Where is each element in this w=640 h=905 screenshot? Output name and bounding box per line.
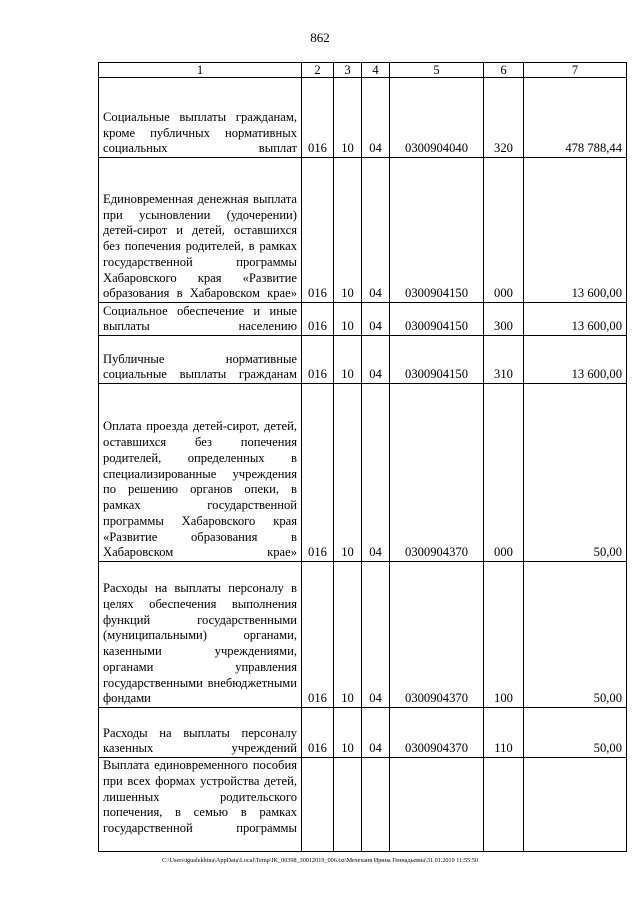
section-code: 10 xyxy=(334,562,362,708)
item-name: Расходы на выплаты персоналу в целях обеспечения выполнения функций государственными (муниципальными) органами, казенными учреждениями, органами управления государственными внебюджетными фондами xyxy=(99,562,302,708)
item-name: Публичные нормативные социальные выплаты гражданам xyxy=(99,336,302,384)
target-article-code: 0300904150 xyxy=(390,158,484,303)
subsection-code: 04 xyxy=(362,336,390,384)
section-code: 10 xyxy=(334,708,362,758)
expense-type-code: 110 xyxy=(484,708,524,758)
table-row xyxy=(99,78,627,158)
table-header-row xyxy=(99,63,627,78)
ministry-code xyxy=(302,758,334,852)
section-code: 10 xyxy=(334,158,362,303)
header-cell: 3 xyxy=(334,63,362,78)
table-row xyxy=(99,158,627,303)
target-article-code xyxy=(390,758,484,852)
page-number: 862 xyxy=(310,30,330,45)
expense-type-code: 100 xyxy=(484,562,524,708)
item-name: Социальные выплаты гражданам, кроме публичных нормативных социальных выплат xyxy=(99,78,302,158)
header-cell: 4 xyxy=(362,63,390,78)
table-row xyxy=(99,384,627,562)
header-cell: 5 xyxy=(390,63,484,78)
footer-file-path: C:\Users\igualekhina\AppData\Local\Temp\IK_00398_30012019_006.txt\Мехеханя Ирина Геннадьевна\31.01.2019 11:55:50 xyxy=(161,857,479,864)
subsection-code: 04 xyxy=(362,708,390,758)
subsection-code: 04 xyxy=(362,303,390,336)
ministry-code: 016 xyxy=(302,708,334,758)
header-cell: 7 xyxy=(524,63,627,78)
expense-type-code: 310 xyxy=(484,336,524,384)
section-code: 10 xyxy=(334,303,362,336)
item-name: Оплата проезда детей-сирот, детей, оставшихся без попечения родителей, определенных в специализированные учреждения по решению органов опеки, в рамках государственной программы Хабаровского края «Развитие образования в Хабаровском крае» xyxy=(99,384,302,562)
target-article-code: 0300904370 xyxy=(390,562,484,708)
amount xyxy=(524,758,627,852)
item-name: Единовременная денежная выплата при усыновлении (удочерении) детей-сирот и детей, оставшихся без попечения родителей, в рамках государственной программы Хабаровского края «Развитие образования в Хабаровском крае» xyxy=(99,158,302,303)
ministry-code: 016 xyxy=(302,336,334,384)
item-name: Выплата единовременного пособия при всех формах устройства детей, лишенных родительского попечения, в семью в рамках государственной программы xyxy=(99,758,302,852)
subsection-code xyxy=(362,758,390,852)
amount: 50,00 xyxy=(524,384,627,562)
budget-table xyxy=(98,62,627,852)
target-article-code: 0300904040 xyxy=(390,78,484,158)
target-article-code: 0300904150 xyxy=(390,336,484,384)
expense-type-code: 300 xyxy=(484,303,524,336)
ministry-code: 016 xyxy=(302,562,334,708)
amount: 50,00 xyxy=(524,708,627,758)
subsection-code: 04 xyxy=(362,158,390,303)
expense-type-code: 320 xyxy=(484,78,524,158)
target-article-code: 0300904150 xyxy=(390,303,484,336)
section-code xyxy=(334,758,362,852)
ministry-code: 016 xyxy=(302,303,334,336)
amount: 50,00 xyxy=(524,562,627,708)
item-name: Социальное обеспечение и иные выплаты населению xyxy=(99,303,302,336)
subsection-code: 04 xyxy=(362,384,390,562)
amount: 13 600,00 xyxy=(524,303,627,336)
ministry-code: 016 xyxy=(302,78,334,158)
item-name: Расходы на выплаты персоналу казенных учреждений xyxy=(99,708,302,758)
header-cell: 2 xyxy=(302,63,334,78)
table-row xyxy=(99,336,627,384)
section-code: 10 xyxy=(334,336,362,384)
subsection-code: 04 xyxy=(362,78,390,158)
amount: 13 600,00 xyxy=(524,336,627,384)
subsection-code: 04 xyxy=(362,562,390,708)
table-row xyxy=(99,758,627,852)
target-article-code: 0300904370 xyxy=(390,384,484,562)
expense-type-code xyxy=(484,758,524,852)
table-row xyxy=(99,562,627,708)
header-cell: 6 xyxy=(484,63,524,78)
table-row xyxy=(99,303,627,336)
ministry-code: 016 xyxy=(302,158,334,303)
section-code: 10 xyxy=(334,384,362,562)
ministry-code: 016 xyxy=(302,384,334,562)
header-cell: 1 xyxy=(99,63,302,78)
section-code: 10 xyxy=(334,78,362,158)
amount: 478 788,44 xyxy=(524,78,627,158)
expense-type-code: 000 xyxy=(484,158,524,303)
target-article-code: 0300904370 xyxy=(390,708,484,758)
expense-type-code: 000 xyxy=(484,384,524,562)
table-row xyxy=(99,708,627,758)
amount: 13 600,00 xyxy=(524,158,627,303)
